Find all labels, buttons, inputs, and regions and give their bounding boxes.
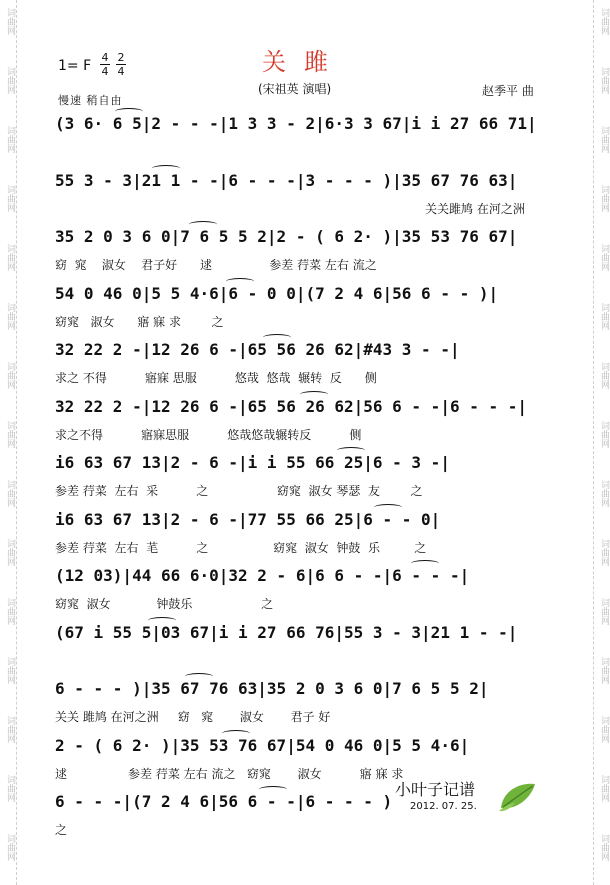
watermark-text: 词曲网 — [599, 421, 609, 448]
score-row — [55, 113, 555, 135]
time-signature-2-4 — [116, 52, 126, 77]
transcription-date: 2012. 07. 25. — [410, 801, 477, 812]
notation-line: 55 3 - 3|21 1 - -|6 - - -|3 - - - )|35 67 76 63| — [55, 170, 518, 190]
slur-mark — [337, 447, 365, 454]
notation-line: i6 63 67 13|2 - 6 -|i i 55 66 25|6 - 3 -| — [55, 453, 450, 472]
score-row — [55, 791, 555, 837]
performer-credit: (宋祖英 演唱) — [258, 82, 332, 96]
lyric-line: 求之 不得 寤寐 思服 悠哉 悠哉 辗转 反 侧 — [55, 371, 377, 385]
notation-line: (67 i 55 5|03 67|i i 27 66 76|55 3 - 3|21 1 - -| — [55, 622, 518, 642]
notation-line: (3 6· 6 5|2 - - -|1 3 3 - 2|6·3 3 67|i i 27 66 71| — [55, 114, 537, 133]
notation-line: (12 03)|44 66 6·0|32 2 - 6|6 6 - -|6 - - -| — [55, 566, 470, 585]
score-row — [55, 622, 555, 644]
watermark-text: 词曲网 — [5, 8, 15, 35]
lyric-line: 关关雎鸠 在河之洲 — [425, 201, 525, 216]
lyric-line: 关关 雎鸠 在河之洲 窈 窕 淑女 君子 好 — [55, 710, 331, 724]
watermark-text: 词曲网 — [599, 8, 609, 35]
watermark-text: 词曲网 — [5, 67, 15, 94]
lyric-line: 窈窕 淑女 寤 寐 求 之 — [55, 314, 224, 329]
watermark-text: 词曲网 — [599, 716, 609, 743]
notation-line: 6 - - - )|35 67 76 63|35 2 0 3 6 0|7 6 5 5 2| — [55, 679, 489, 698]
lyric-line: 之 — [55, 823, 68, 837]
slur-mark — [189, 221, 217, 228]
left-watermark-strip — [0, 0, 16, 885]
key-signature: 1= F — [58, 58, 92, 74]
watermark-text: 词曲网 — [5, 775, 15, 802]
score-row — [55, 452, 555, 498]
score-row — [55, 735, 555, 781]
slur-mark — [374, 504, 402, 511]
watermark-text: 词曲网 — [599, 362, 609, 389]
watermark-text: 词曲网 — [5, 480, 15, 507]
watermark-text: 词曲网 — [5, 539, 15, 566]
composer-credit: 赵季平 曲 — [482, 84, 534, 98]
slur-mark — [411, 560, 439, 567]
notation-line: 6 - - -|(7 2 4 6|56 6 - -|6 - - - ) — [55, 792, 393, 811]
watermark-text: 词曲网 — [5, 362, 15, 389]
time-signature-4-4 — [100, 52, 110, 77]
watermark-text: 词曲网 — [5, 657, 15, 684]
lyric-line: 求之不得 寤寐思服 悠哉悠哉辗转反 侧 — [55, 427, 362, 442]
notation-line: 2 - ( 6 2· )|35 53 76 67|54 0 46 0|5 5 4·6| — [55, 735, 470, 755]
score-row — [55, 170, 555, 216]
watermark-text: 词曲网 — [5, 598, 15, 625]
watermark-text: 词曲网 — [599, 775, 609, 802]
watermark-text: 词曲网 — [5, 421, 15, 448]
score-row — [55, 678, 555, 724]
watermark-text: 词曲网 — [599, 126, 609, 153]
watermark-text: 词曲网 — [5, 834, 15, 861]
watermark-text: 词曲网 — [599, 244, 609, 271]
transcriber-signature: 小叶子记谱 — [395, 780, 476, 799]
slur-mark — [115, 108, 143, 115]
watermark-text: 词曲网 — [599, 598, 609, 625]
slur-mark — [226, 278, 254, 285]
score-row — [55, 339, 555, 385]
left-dashed-guide — [16, 0, 17, 885]
song-title: 关雎 — [262, 48, 346, 76]
lyric-line: 窈 窕 淑女 君子好 逑 参差 荇菜 左右 流之 — [55, 258, 377, 272]
slur-mark — [152, 165, 180, 172]
slur-mark — [148, 617, 176, 624]
notation-line: 35 2 0 3 6 0|7 6 5 5 2|2 - ( 6 2· )|35 53 76 67| — [55, 227, 518, 246]
slur-mark — [263, 334, 291, 341]
right-watermark-strip — [594, 0, 610, 885]
watermark-text: 词曲网 — [5, 126, 15, 153]
score-row — [55, 396, 555, 442]
notation-line: 32 22 2 -|12 26 6 -|65 56 26 62|56 6 - -|6 - - -| — [55, 396, 528, 416]
notation-line: 54 0 46 0|5 5 4·6|6 - 0 0|(7 2 4 6|56 6 - - )| — [55, 283, 499, 303]
lyric-line: 窈窕 淑女 钟鼓乐 之 — [55, 597, 274, 611]
watermark-text: 词曲网 — [599, 185, 609, 212]
meter-a-denominator: 4 — [101, 65, 109, 78]
score-row — [55, 565, 555, 611]
score-row — [55, 226, 555, 272]
watermark-text: 词曲网 — [5, 303, 15, 330]
green-leaf-icon — [495, 778, 539, 814]
meter-b-denominator: 4 — [117, 65, 125, 78]
slur-mark — [300, 391, 328, 398]
notation-line: i6 63 67 13|2 - 6 -|77 55 66 25|6 - - 0| — [55, 509, 441, 529]
lyric-line: 逑 参差 荇菜 左右 流之 窈窕 淑女 寤 寐 求 — [55, 766, 404, 781]
slur-mark — [222, 730, 250, 737]
lyric-line: 参差 荇菜 左右 芼 之 窈窕 淑女 钟鼓 乐 之 — [55, 540, 427, 555]
watermark-text: 词曲网 — [599, 834, 609, 861]
watermark-text: 词曲网 — [599, 657, 609, 684]
lyric-line: 参差 荇菜 左右 采 之 窈窕 淑女 琴瑟 友 之 — [55, 484, 423, 498]
slur-mark — [185, 673, 213, 680]
meter-b-numerator: 2 — [117, 51, 125, 64]
right-dashed-guide — [593, 0, 594, 885]
slur-mark — [259, 786, 287, 793]
watermark-text: 词曲网 — [5, 716, 15, 743]
watermark-text: 词曲网 — [599, 303, 609, 330]
score-row — [55, 283, 555, 329]
tempo-marking: 慢速 稍自由 — [58, 94, 123, 107]
watermark-text: 词曲网 — [599, 480, 609, 507]
watermark-text: 词曲网 — [599, 67, 609, 94]
score-row — [55, 509, 555, 555]
notation-line: 32 22 2 -|12 26 6 -|65 56 26 62|#43 3 - -| — [55, 340, 460, 359]
watermark-text: 词曲网 — [5, 244, 15, 271]
meter-a-numerator: 4 — [101, 51, 109, 64]
watermark-text: 词曲网 — [599, 539, 609, 566]
watermark-text: 词曲网 — [5, 185, 15, 212]
